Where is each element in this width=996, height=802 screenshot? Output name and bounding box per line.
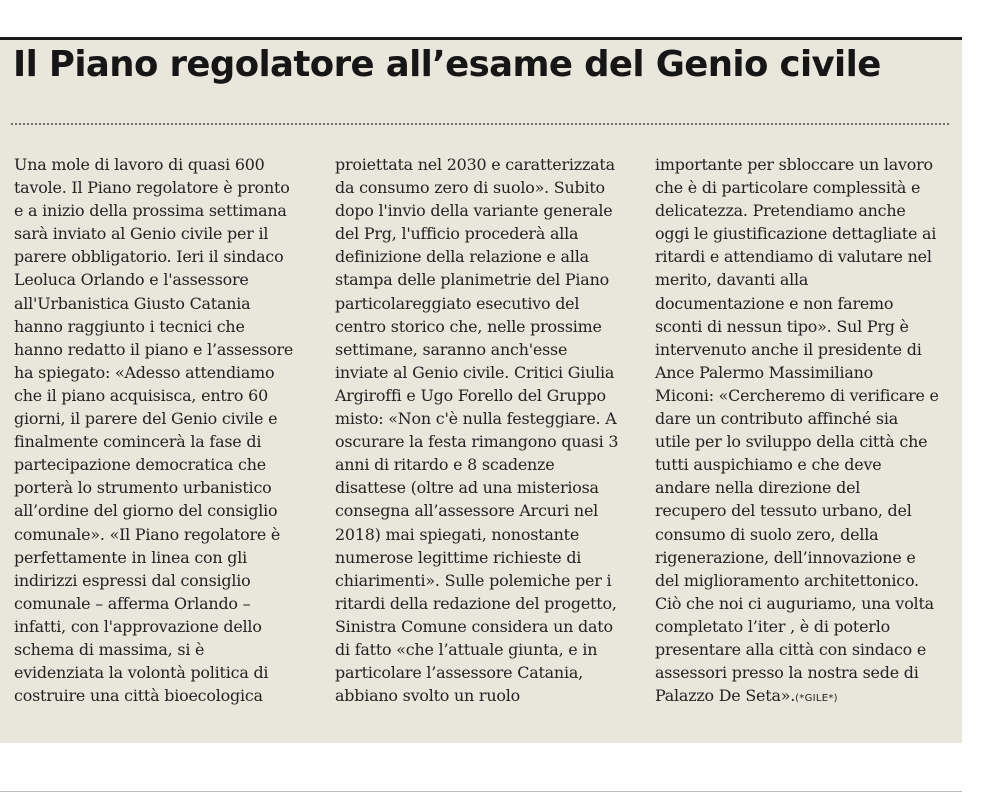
- text-line-content: merito, davanti alla: [655, 270, 809, 290]
- text-line-content: comunale – afferma Orlando –: [14, 593, 251, 613]
- text-line: [14, 569, 298, 592]
- text-line: [14, 315, 298, 338]
- text-line-content: sconti di nessun tipo». Sul Prg è: [655, 316, 909, 336]
- text-line-content: delicatezza. Pretendiamo anche: [655, 201, 906, 221]
- text-line: [335, 638, 619, 661]
- text-line: [335, 361, 619, 384]
- text-line-content: assessori presso la nostra sede di: [655, 663, 919, 683]
- text-line: [14, 268, 298, 291]
- text-line-content: utile per lo sviluppo della città che: [655, 432, 928, 452]
- text-line-content: oscurare la festa rimangono quasi 3: [335, 432, 619, 452]
- text-line: [655, 453, 939, 476]
- text-line: [14, 476, 298, 499]
- text-line-content: all'Urbanistica Giusto Catania: [14, 293, 251, 313]
- text-line-content: costruire una città bioecologica: [14, 686, 263, 706]
- text-line: [335, 268, 619, 291]
- text-line-content: Palazzo De Seta».: [655, 686, 796, 706]
- text-line-content: ritardi della redazione del progetto,: [335, 593, 617, 613]
- text-line: [335, 292, 619, 315]
- text-line-content: Ance Palermo Massimiliano: [655, 362, 874, 382]
- text-line-content: inviate al Genio civile. Critici Giulia: [335, 362, 615, 382]
- article-column-2: [335, 153, 619, 707]
- text-line: [655, 315, 939, 338]
- text-line-content: proiettata nel 2030 e caratterizzata: [335, 155, 615, 174]
- text-line: [335, 615, 619, 638]
- text-line-content: intervenuto anche il presidente di: [655, 339, 922, 359]
- text-line: [14, 453, 298, 476]
- text-line: [335, 384, 619, 407]
- text-line: [335, 199, 619, 222]
- text-line: [335, 476, 619, 499]
- text-line-content: partecipazione democratica che: [14, 455, 266, 475]
- text-line-content: stampa delle planimetrie del Piano: [335, 270, 609, 290]
- text-line: [14, 338, 298, 361]
- text-line-content: presentare alla città con sindaco e: [655, 639, 927, 659]
- text-line: [335, 338, 619, 361]
- text-line: [335, 430, 619, 453]
- text-line: [14, 430, 298, 453]
- text-line-content: sarà inviato al Genio civile per il: [14, 224, 269, 244]
- author-signature: (*GILE*): [795, 693, 838, 705]
- text-line-content: settimane, saranno anch'esse: [335, 339, 568, 359]
- text-line-content: particolareggiato esecutivo del: [335, 293, 580, 313]
- text-line-content: Leoluca Orlando e l'assessore: [14, 270, 249, 290]
- text-line: [655, 268, 939, 291]
- text-line: [14, 292, 298, 315]
- text-line-content: rigenerazione, dell’innovazione e: [655, 547, 916, 567]
- text-line-content: comunale». «Il Piano regolatore è: [14, 524, 281, 544]
- text-line: [14, 245, 298, 268]
- text-line-content: infatti, con l'approvazione dello: [14, 616, 262, 636]
- text-line-content: numerose legittime richieste di: [335, 547, 582, 567]
- text-line: [335, 592, 619, 615]
- text-line: [14, 153, 298, 176]
- text-line: [655, 546, 939, 569]
- text-line: [335, 176, 619, 199]
- text-line-content: all’ordine del giorno del consiglio: [14, 501, 278, 521]
- text-line-content: misto: «Non c'è nulla festeggiare. A: [335, 409, 617, 429]
- text-line-content: anni di ritardo e 8 scadenze: [335, 455, 555, 475]
- text-line: [335, 569, 619, 592]
- text-line: [655, 361, 939, 384]
- text-line-content: Una mole di lavoro di quasi 600: [14, 155, 265, 174]
- text-line: [335, 407, 619, 430]
- text-line: [14, 499, 298, 522]
- text-line: [14, 407, 298, 430]
- text-line-content: consumo di suolo zero, della: [655, 524, 879, 544]
- text-line-content: documentazione e non faremo: [655, 293, 894, 313]
- text-line: [655, 592, 939, 615]
- text-line-content: definizione della relazione e alla: [335, 247, 589, 267]
- text-line-content: chiarimenti». Sulle polemiche per i: [335, 570, 612, 590]
- text-line: [14, 176, 298, 199]
- text-line: [335, 546, 619, 569]
- text-line-content: evidenziata la volontà politica di: [14, 663, 269, 683]
- dotted-divider: [11, 123, 949, 125]
- text-line: [655, 661, 939, 684]
- bottom-rule: [0, 791, 962, 792]
- text-line: [14, 546, 298, 569]
- text-line: [655, 430, 939, 453]
- text-line: [335, 222, 619, 245]
- text-line-content: giorni, il parere del Genio civile e: [14, 409, 278, 429]
- text-line-content: ritardi e attendiamo di valutare nel: [655, 247, 932, 267]
- text-line-content: importante per sbloccare un lavoro: [655, 155, 933, 174]
- text-line: [655, 569, 939, 592]
- text-line-content: ha spiegato: «Adesso attendiamo: [14, 362, 275, 382]
- text-line-content: andare nella direzione del: [655, 478, 861, 498]
- text-line-content: 2018) mai spiegati, nonostante: [335, 524, 580, 544]
- article-column-1: [14, 153, 298, 707]
- text-line: [14, 222, 298, 245]
- text-line-content: consegna all’assessore Arcuri nel: [335, 501, 599, 521]
- text-line: [655, 499, 939, 522]
- text-line-content: particolare l’assessore Catania,: [335, 663, 583, 683]
- text-line-content: dopo l'invio della variante generale: [335, 201, 613, 221]
- text-line: [655, 176, 939, 199]
- text-line-content: tutti auspichiamo e che deve: [655, 455, 882, 475]
- text-line: [335, 661, 619, 684]
- text-line-content: indirizzi espressi dal consiglio: [14, 570, 251, 590]
- text-line: [14, 199, 298, 222]
- text-line: [335, 245, 619, 268]
- text-line: [655, 684, 939, 710]
- text-line: [335, 315, 619, 338]
- text-line-content: Ciò che noi ci auguriamo, una volta: [655, 593, 934, 613]
- text-line: [14, 384, 298, 407]
- text-line-content: oggi le giustificazione dettagliate ai: [655, 224, 937, 244]
- text-line: [335, 453, 619, 476]
- text-line-content: hanno raggiunto i tecnici che: [14, 316, 245, 336]
- text-line-content: Miconi: «Cercheremo di verificare e: [655, 385, 939, 405]
- text-line: [655, 523, 939, 546]
- text-line: [655, 476, 939, 499]
- text-line-content: recupero del tessuto urbano, del: [655, 501, 912, 521]
- text-line-content: Sinistra Comune considera un dato: [335, 616, 613, 636]
- text-line: [655, 153, 939, 176]
- text-line-content: del Prg, l'ufficio procederà alla: [335, 224, 579, 244]
- headline: Il Piano regolatore all’esame del Genio civile: [13, 44, 881, 85]
- text-line-content: e a inizio della prossima settimana: [14, 201, 287, 221]
- text-line: [655, 199, 939, 222]
- text-line-content: porterà lo strumento urbanistico: [14, 478, 272, 498]
- text-line-content: tavole. Il Piano regolatore è pronto: [14, 178, 290, 198]
- text-line: [335, 523, 619, 546]
- article-column-3: [655, 153, 939, 710]
- text-line: [14, 661, 298, 684]
- text-line: [655, 338, 939, 361]
- text-line-content: da consumo zero di suolo». Subito: [335, 178, 605, 198]
- text-line: [14, 684, 298, 707]
- text-line: [14, 592, 298, 615]
- text-line-content: disattese (oltre ad una misteriosa: [335, 478, 599, 498]
- text-line: [655, 638, 939, 661]
- text-line-content: completato l’iter , è di poterlo: [655, 616, 890, 636]
- text-line: [655, 245, 939, 268]
- text-line: [655, 222, 939, 245]
- text-line-content: dare un contributo affinché sia: [655, 409, 899, 429]
- text-line-content: Argiroffi e Ugo Forello del Gruppo: [335, 385, 606, 405]
- text-line: [335, 684, 619, 707]
- text-line-content: di fatto «che l’attuale giunta, e in: [335, 639, 598, 659]
- text-line: [655, 384, 938, 407]
- text-line-content: perfettamente in linea con gli: [14, 547, 248, 567]
- text-line: [335, 499, 619, 522]
- text-line-content: finalmente comincerà la fase di: [14, 432, 262, 452]
- text-line-content: centro storico che, nelle prossime: [335, 316, 602, 336]
- text-line-content: hanno redatto il piano e l’assessore: [14, 339, 294, 359]
- text-line-content: che il piano acquisisca, entro 60: [14, 385, 268, 405]
- text-line: [14, 523, 298, 546]
- text-line: [335, 153, 619, 176]
- text-line: [655, 615, 939, 638]
- text-line: [14, 361, 298, 384]
- text-line: [14, 615, 298, 638]
- text-line-content: che è di particolare complessità e: [655, 178, 921, 198]
- text-line-content: abbiano svolto un ruolo: [335, 686, 520, 706]
- text-line-content: parere obbligatorio. Ieri il sindaco: [14, 247, 284, 267]
- text-line-content: schema di massima, si è: [14, 639, 205, 659]
- text-line: [655, 407, 939, 430]
- text-line-content: del miglioramento architettonico.: [655, 570, 919, 590]
- text-line: [655, 292, 939, 315]
- text-line: [14, 638, 298, 661]
